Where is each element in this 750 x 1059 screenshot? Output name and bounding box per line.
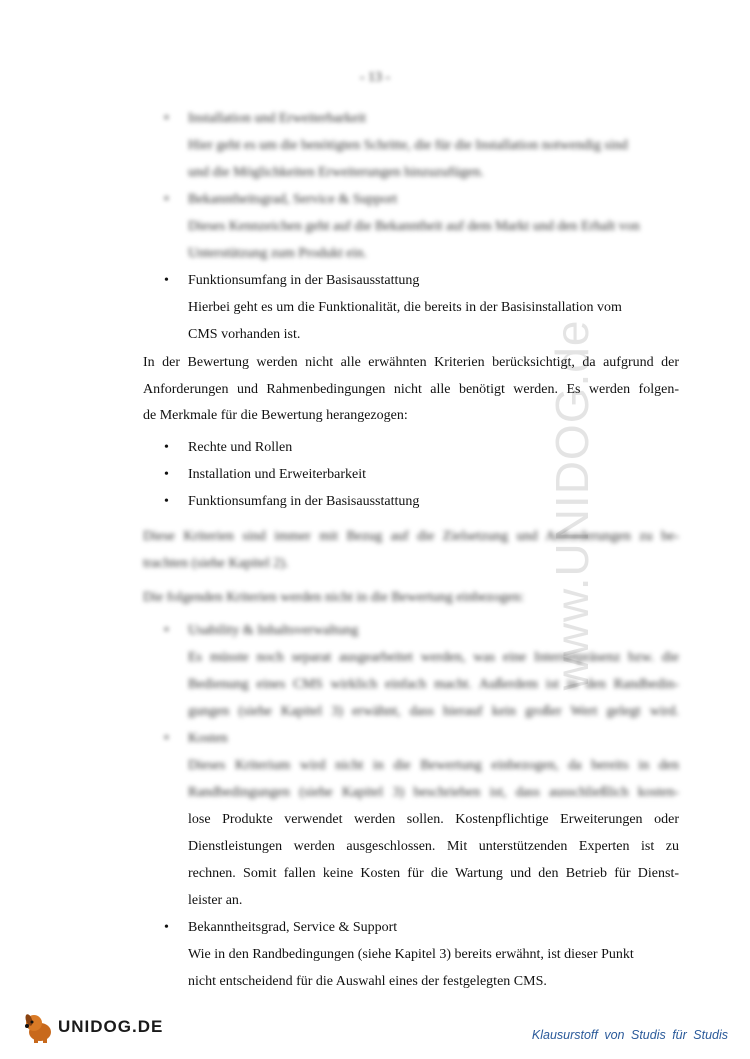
- list-item-desc: lose Produkte verwendet werden sollen. Kostenpflichtige Erweiterungen oder: [188, 812, 679, 827]
- list-item-desc: und die Möglichkeiten Erweiterungen hinzuzufügen.: [188, 165, 484, 180]
- list-item-desc: CMS vorhanden ist.: [188, 327, 301, 342]
- list-item-title: Installation und Erweiterbarkeit: [188, 111, 367, 126]
- paragraph-excluded-intro: [143, 585, 679, 612]
- list-item-label: Funktionsumfang in der Basisausstattung: [188, 494, 420, 509]
- paragraph-line: Die folgenden Kriterien werden nicht in die Bewertung einbezogen:: [143, 590, 524, 605]
- bullet-icon: •: [164, 731, 169, 746]
- list-item: [164, 461, 679, 488]
- list-item-label: Rechte und Rollen: [188, 440, 293, 455]
- paragraph-kriterien: [143, 524, 679, 577]
- list-item-desc: rechnen. Somit fallen keine Kosten für die Wartung und den Betrieb für Dienst-: [188, 866, 679, 881]
- page-number: - 13 -: [359, 70, 391, 85]
- list-item: [164, 725, 679, 914]
- list-item-desc: Dieses Kennzeichen geht auf die Bekanntheit auf dem Markt und den Erhalt von: [188, 219, 640, 234]
- footer-slogan: Klausurstoff von Studis für Studis: [531, 1028, 728, 1042]
- list-item: [164, 186, 679, 267]
- bullet-icon: •: [164, 192, 169, 207]
- footer-logo[interactable]: [22, 1010, 163, 1044]
- list-item-label: Installation und Erweiterbarkeit: [188, 467, 367, 482]
- bullet-icon: •: [164, 440, 169, 455]
- excluded-list: [164, 617, 679, 995]
- list-item: [164, 105, 679, 186]
- list-item-title: Bekanntheitsgrad, Service & Support: [188, 920, 398, 935]
- list-item-desc: Hier geht es um die benötigten Schritte, die für die Installation notwendig sind: [188, 138, 628, 153]
- list-item-desc: Dieses Kriterium wird nicht in die Bewertung einbezogen, da bereits in den: [188, 758, 679, 773]
- list-item-desc: Unterstützung zum Produkt ein.: [188, 246, 367, 261]
- bullet-icon: •: [164, 494, 169, 509]
- list-item-desc: Dienstleistungen werden ausgeschlossen. Mit unterstützenden Experten ist zu: [188, 839, 679, 854]
- paragraph-line: Anforderungen und Rahmenbedingungen nicht alle benötigt werden. Es werden folgen-: [143, 381, 679, 397]
- list-item-desc: Es müsste noch separat ausgearbeitet werden, was eine Internetpräsenz bzw. die: [188, 650, 679, 665]
- paragraph-bewertung: [143, 350, 679, 430]
- top-bullet-list: [164, 105, 679, 348]
- list-item-title: Funktionsumfang in der Basisausstattung: [188, 273, 420, 288]
- list-item-desc: Hierbei geht es um die Funktionalität, die bereits in der Basisinstallation vom: [188, 300, 622, 315]
- list-item-desc: Wie in den Randbedingungen (siehe Kapitel 3) bereits erwähnt, ist dieser Punkt: [188, 947, 634, 962]
- list-item: [164, 434, 679, 461]
- paragraph-line: In der Bewertung werden nicht alle erwähnten Kriterien berücksichtigt, da aufgrund der: [143, 355, 679, 370]
- list-item-title: Usability & Inhaltsverwaltung: [188, 623, 359, 638]
- paragraph-line: de Merkmale für die Bewertung herangezogen:: [143, 408, 408, 423]
- list-item-desc: Randbedingungen (siehe Kapitel 3) beschrieben ist, dass ausschließlich kosten-: [188, 785, 679, 800]
- dog-mascot-icon: [22, 1010, 56, 1044]
- list-item-title: Kosten: [188, 731, 228, 746]
- bullet-icon: •: [164, 111, 169, 126]
- list-item-desc: Bedienung eines CMS wirklich einfach macht. Außerdem ist in den Randbedin-: [188, 677, 679, 692]
- list-item-desc: nicht entscheidend für die Auswahl eines der festgelegten CMS.: [188, 974, 547, 989]
- paragraph-line: Diese Kriterien sind immer mit Bezug auf die Zielsetzung und Anforderungen zu be-: [143, 529, 679, 544]
- list-item: [164, 617, 679, 725]
- bullet-icon: •: [164, 467, 169, 482]
- bullet-icon: •: [164, 273, 169, 288]
- paragraph-line: trachten (siehe Kapitel 2).: [143, 555, 289, 571]
- bullet-icon: •: [164, 920, 169, 935]
- list-item: [164, 488, 679, 515]
- list-item: [164, 914, 679, 995]
- list-item-desc: gungen (siehe Kapitel 3) erwähnt, dass hierauf kein großer Wert gelegt wird.: [188, 704, 679, 719]
- list-item-title: Bekanntheitsgrad, Service & Support: [188, 192, 398, 207]
- criteria-list: [164, 434, 679, 515]
- bullet-icon: •: [164, 623, 169, 638]
- list-item-desc: leister an.: [188, 893, 243, 908]
- watermark: www.UNIDOG.de: [546, 319, 598, 691]
- logo-text: UNIDOG.DE: [58, 1017, 164, 1036]
- list-item: [164, 267, 679, 348]
